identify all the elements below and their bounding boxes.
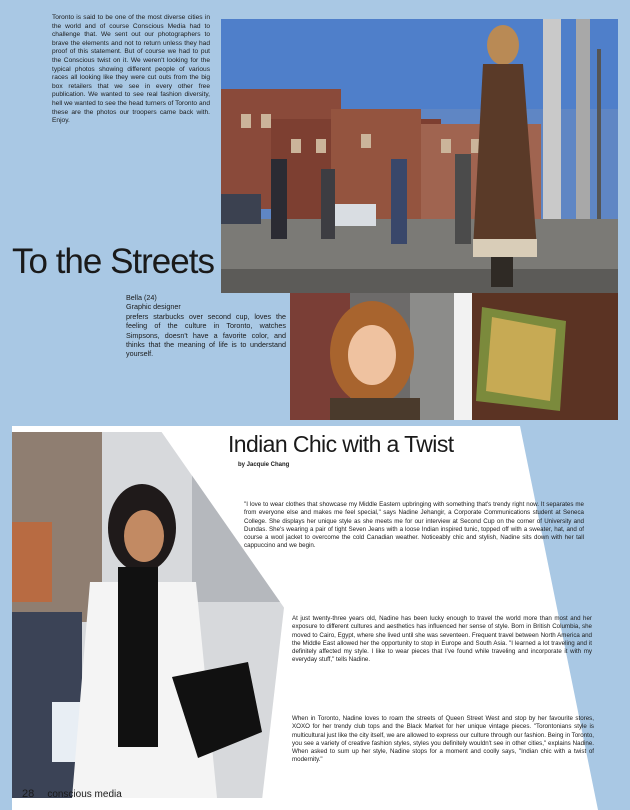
intro-paragraph: Toronto is said to be one of the most diverse cities in the world and of course Conscious Media had to challenge that. We sent out our photographers to brave the elements and not to return unless they had proof of this statement. But of course we had to put the Conscious twist on it. We weren't looking for the typical photos showing different people of various races all looking like they were cut outs from the big box retailers that we see in every other free publication. We wanted to see real fashion diversity, hell we wanted to see the head turners of Toronto and these are the photos our troopers came back with. Enjoy. xyxy=(52,14,210,125)
page-number: 28 xyxy=(22,788,35,800)
page-footer xyxy=(22,788,122,800)
article-paragraph-3: When in Toronto, Nadine loves to roam the streets of Queen Street West and stop by her favourite stores, XOXO for her trendy club tops and the Black Market for her unique vintage pieces. "Torontonians style is multicultural just like the city itself, we are allowed to express our culture through our fashion. Being in Toronto, you see a variety of creative fashion styles, styles you definitely wouldn't see in other cities," explains Nadine. When asked to sum up her style, Nadine stops for a moment and coolly says, "Indian chic with a twist of modernity." xyxy=(292,715,594,764)
article-byline: by Jacquie Chang xyxy=(238,462,290,468)
article-title: Indian Chic with a Twist xyxy=(228,431,454,457)
footer-brand: conscious media xyxy=(47,789,122,800)
section-title: To the Streets xyxy=(12,242,214,281)
article-paragraph-1: "I love to wear clothes that showcase my Middle Eastern upbringing with something that's trendy right now. It separates me from everyone else and makes me feel special," says Nadine Jehangir, a Corporate Communications student at Seneca College. She displays her unique style as she meets me for our interview at Second Cup on the corner of University and Dundas. She's wearing a pair of tight Seven Jeans with a loose Indian inspired tunic, topped off with a sweater, hat, and of course a wool jacket to overcome the cold Canadian weather. Noticeably chic and stylish, Nadine sits down with her tall cappuccino and we begin. xyxy=(244,501,584,550)
article-paragraph-2: At just twenty-three years old, Nadine has been lucky enough to travel the world more than most and her exposure to different cultures and aesthetics has influenced her sense of style. Born in British Columbia, she moved to Cairo, Egypt, where she lived until she was seventeen. Frequent travel between North America and the Middle East allowed her the opportunity to stop in Europe and South Asia. "I learned a lot traveling and it definitely affected my style. I like to wear pieces that I've found while traveling and incorporate it with my everyday stuff," tells Nadine. xyxy=(292,615,592,664)
bella-role: Graphic designer xyxy=(126,302,181,312)
bella-description: prefers starbucks over second cup, loves the feeling of the culture in Toronto, watches Simpsons, doesn't have a favorite color, and thinks that the meaning of life is to understand yourself. xyxy=(126,311,286,359)
bella-name: Bella (24) xyxy=(126,293,157,302)
